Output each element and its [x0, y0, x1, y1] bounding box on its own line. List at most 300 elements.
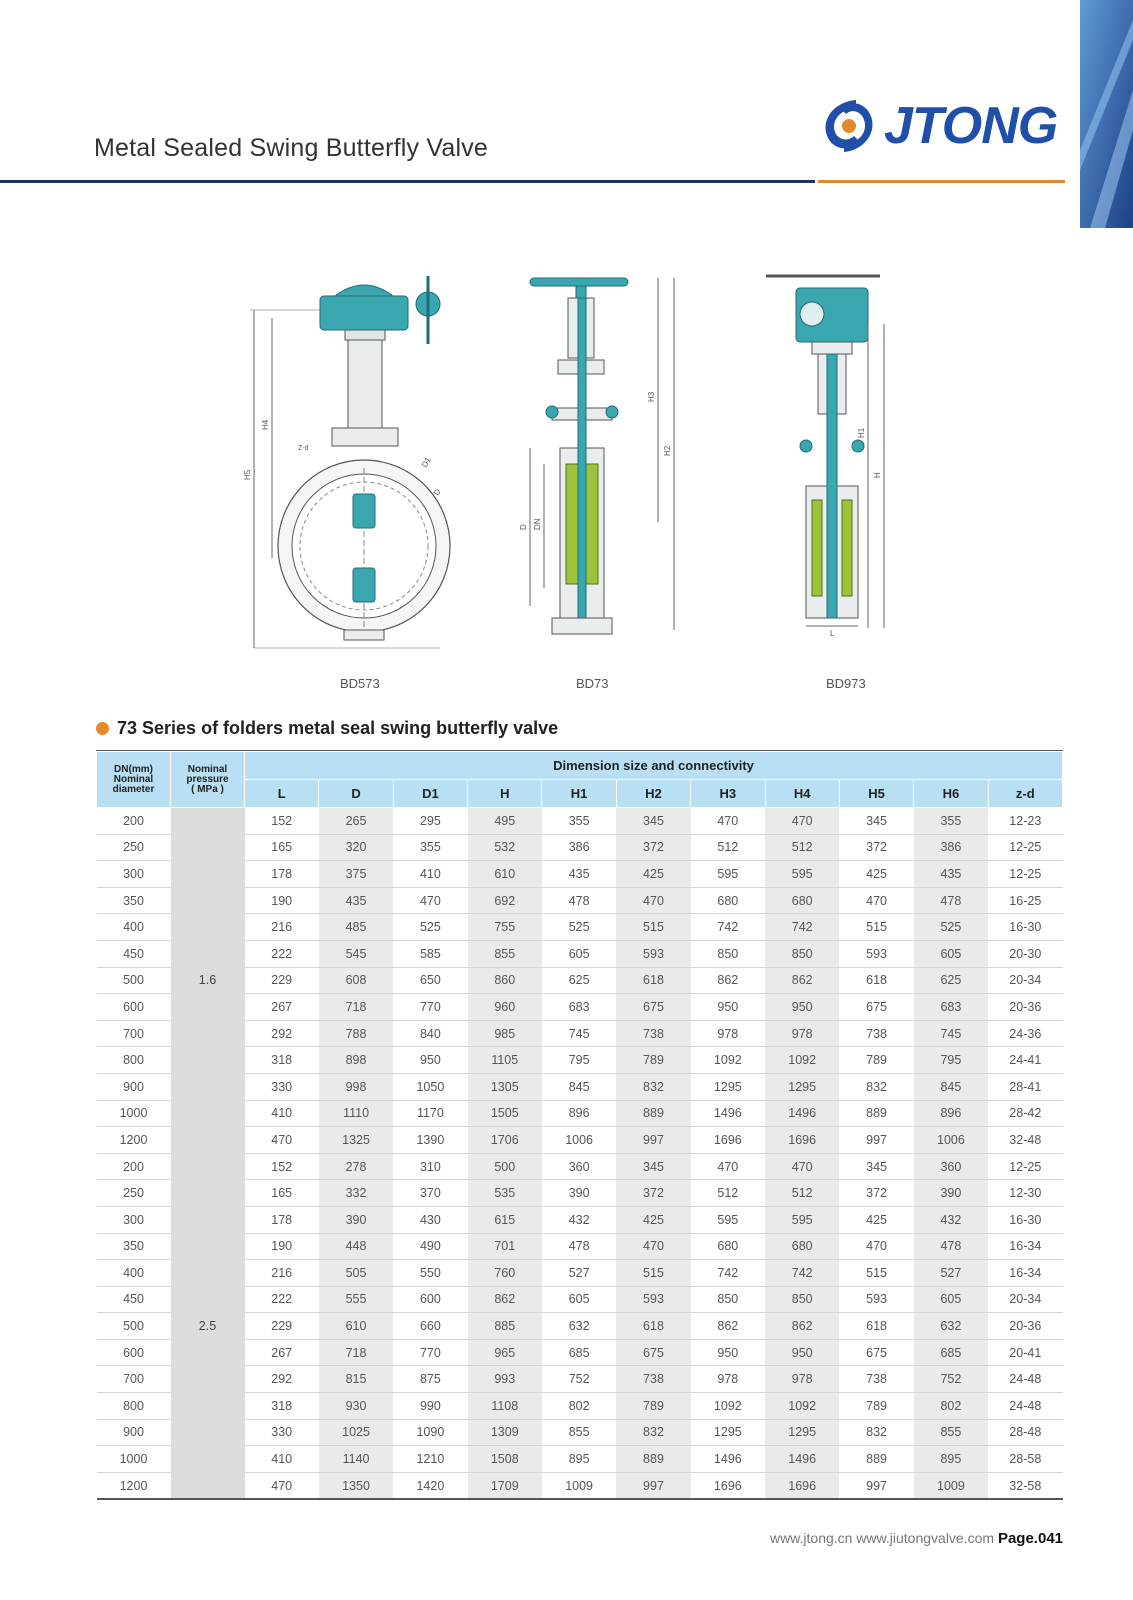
cell-h6: 895	[914, 1446, 988, 1473]
cell-dn: 800	[97, 1393, 171, 1420]
cell-z-d: 16-30	[988, 1206, 1062, 1233]
cell-h1: 478	[542, 1233, 616, 1260]
caption-bd573: BD573	[340, 676, 380, 691]
cell-h2: 593	[616, 1286, 690, 1313]
column-header-h1: H1	[542, 780, 616, 808]
cell-h5: 515	[839, 914, 913, 941]
cell-d1: 990	[393, 1393, 467, 1420]
cell-z-d: 16-30	[988, 914, 1062, 941]
cell-h4: 1496	[765, 1100, 839, 1127]
cell-h2: 832	[616, 1419, 690, 1446]
cell-z-d: 16-25	[988, 887, 1062, 914]
cell-dn: 500	[97, 1313, 171, 1340]
cell-h4: 742	[765, 914, 839, 941]
cell-l: 410	[245, 1100, 319, 1127]
cell-h6: 390	[914, 1180, 988, 1207]
cell-d: 390	[319, 1206, 393, 1233]
cell-h6: 360	[914, 1153, 988, 1180]
cell-h4: 680	[765, 1233, 839, 1260]
cell-pressure: 2.5	[171, 1153, 245, 1499]
table-row	[97, 1153, 1063, 1180]
cell-h1: 390	[542, 1180, 616, 1207]
cell-h6: 605	[914, 1286, 988, 1313]
cell-h6: 625	[914, 967, 988, 994]
cell-d1: 585	[393, 940, 467, 967]
cell-h2: 372	[616, 1180, 690, 1207]
cell-h5: 593	[839, 940, 913, 967]
cell-h3: 862	[691, 1313, 765, 1340]
cell-d1: 470	[393, 887, 467, 914]
cell-h: 701	[468, 1233, 542, 1260]
cell-d: 505	[319, 1260, 393, 1287]
cell-h2: 997	[616, 1472, 690, 1499]
cell-d: 898	[319, 1047, 393, 1074]
cell-h: 615	[468, 1206, 542, 1233]
cell-h3: 1092	[691, 1047, 765, 1074]
header-pressure: Nominal pressure ( MPa )	[171, 752, 245, 808]
cell-h2: 789	[616, 1393, 690, 1420]
cell-dn: 700	[97, 1366, 171, 1393]
cell-z-d: 24-41	[988, 1047, 1062, 1074]
cell-d: 435	[319, 887, 393, 914]
cell-h4: 1496	[765, 1446, 839, 1473]
cell-l: 216	[245, 914, 319, 941]
cell-h5: 789	[839, 1393, 913, 1420]
cell-l: 318	[245, 1393, 319, 1420]
bullet-dot-icon	[96, 722, 109, 735]
cell-h5: 345	[839, 808, 913, 835]
cell-h4: 742	[765, 1260, 839, 1287]
cell-d1: 550	[393, 1260, 467, 1287]
cell-h5: 738	[839, 1366, 913, 1393]
cell-d: 320	[319, 834, 393, 861]
cell-h: 760	[468, 1260, 542, 1287]
cell-d1: 770	[393, 1339, 467, 1366]
cell-d1: 770	[393, 994, 467, 1021]
cell-h2: 832	[616, 1073, 690, 1100]
cell-d1: 310	[393, 1153, 467, 1180]
cell-h1: 525	[542, 914, 616, 941]
cell-h1: 355	[542, 808, 616, 835]
cell-d1: 875	[393, 1366, 467, 1393]
spec-table	[96, 751, 1063, 1500]
cell-h3: 1295	[691, 1419, 765, 1446]
column-header-h3: H3	[691, 780, 765, 808]
cell-d: 448	[319, 1233, 393, 1260]
column-header-h: H	[468, 780, 542, 808]
cell-h6: 1006	[914, 1127, 988, 1154]
title-rule	[0, 180, 815, 183]
cell-h: 1108	[468, 1393, 542, 1420]
footer-urls[interactable]: www.jtong.cn www.jiutongvalve.com	[769, 1530, 995, 1546]
cell-h3: 595	[691, 861, 765, 888]
cell-h5: 889	[839, 1446, 913, 1473]
header-group: Dimension size and connectivity	[245, 752, 1063, 780]
cell-l: 165	[245, 834, 319, 861]
cell-l: 267	[245, 1339, 319, 1366]
cell-h6: 605	[914, 940, 988, 967]
cell-z-d: 20-34	[988, 1286, 1062, 1313]
caption-bd73: BD73	[576, 676, 609, 691]
cell-h1: 360	[542, 1153, 616, 1180]
cell-h2: 470	[616, 1233, 690, 1260]
cell-h1: 683	[542, 994, 616, 1021]
cell-d1: 840	[393, 1020, 467, 1047]
cell-h3: 1696	[691, 1127, 765, 1154]
cell-dn: 700	[97, 1020, 171, 1047]
valve-drawings-svg	[240, 268, 920, 688]
cell-dn: 400	[97, 1260, 171, 1287]
cell-h5: 889	[839, 1100, 913, 1127]
cell-z-d: 32-58	[988, 1472, 1062, 1499]
cell-dn: 800	[97, 1047, 171, 1074]
cell-d: 998	[319, 1073, 393, 1100]
cell-h5: 618	[839, 1313, 913, 1340]
cell-h3: 950	[691, 994, 765, 1021]
cell-h1: 432	[542, 1206, 616, 1233]
cell-h: 1309	[468, 1419, 542, 1446]
cell-l: 470	[245, 1472, 319, 1499]
cell-h4: 862	[765, 967, 839, 994]
bd73-drawing	[519, 278, 674, 634]
cell-h6: 355	[914, 808, 988, 835]
cell-h3: 950	[691, 1339, 765, 1366]
cell-h3: 512	[691, 834, 765, 861]
cell-d1: 525	[393, 914, 467, 941]
cell-h5: 832	[839, 1419, 913, 1446]
cell-h4: 978	[765, 1020, 839, 1047]
footer	[770, 1530, 1063, 1547]
cell-h5: 675	[839, 1339, 913, 1366]
cell-h2: 470	[616, 887, 690, 914]
table-row	[97, 808, 1063, 835]
cell-h6: 432	[914, 1206, 988, 1233]
cell-h1: 478	[542, 887, 616, 914]
cell-h: 960	[468, 994, 542, 1021]
cell-h6: 525	[914, 914, 988, 941]
cell-d1: 660	[393, 1313, 467, 1340]
cell-d: 1110	[319, 1100, 393, 1127]
cell-h2: 889	[616, 1446, 690, 1473]
bd973-drawing	[766, 276, 884, 638]
svg-text:DN: DN	[533, 518, 542, 530]
cell-h4: 862	[765, 1313, 839, 1340]
cell-z-d: 28-58	[988, 1446, 1062, 1473]
cell-h4: 680	[765, 887, 839, 914]
cell-dn: 200	[97, 808, 171, 835]
cell-dn: 250	[97, 1180, 171, 1207]
cell-d1: 1170	[393, 1100, 467, 1127]
column-header-h2: H2	[616, 780, 690, 808]
logo-rule	[818, 180, 1065, 183]
cell-h1: 435	[542, 861, 616, 888]
cell-l: 410	[245, 1446, 319, 1473]
cell-h5: 593	[839, 1286, 913, 1313]
cell-h: 1305	[468, 1073, 542, 1100]
cell-z-d: 24-48	[988, 1366, 1062, 1393]
cell-h: 495	[468, 808, 542, 835]
cell-dn: 300	[97, 861, 171, 888]
cell-h2: 789	[616, 1047, 690, 1074]
cell-dn: 1000	[97, 1446, 171, 1473]
cell-d: 545	[319, 940, 393, 967]
cell-h6: 632	[914, 1313, 988, 1340]
cell-pressure: 1.6	[171, 808, 245, 1154]
cell-d1: 1390	[393, 1127, 467, 1154]
cell-dn: 200	[97, 1153, 171, 1180]
cell-d: 1350	[319, 1472, 393, 1499]
cell-z-d: 28-48	[988, 1419, 1062, 1446]
cell-h: 610	[468, 861, 542, 888]
cell-h4: 978	[765, 1366, 839, 1393]
cell-d1: 410	[393, 861, 467, 888]
cell-h3: 680	[691, 1233, 765, 1260]
cell-h2: 593	[616, 940, 690, 967]
svg-text:H3: H3	[647, 391, 656, 402]
cell-h1: 625	[542, 967, 616, 994]
cell-d1: 1210	[393, 1446, 467, 1473]
svg-text:L: L	[830, 629, 835, 638]
cell-h6: 527	[914, 1260, 988, 1287]
cell-h3: 1092	[691, 1393, 765, 1420]
cell-z-d: 12-25	[988, 834, 1062, 861]
cell-d: 265	[319, 808, 393, 835]
bd573-drawing	[243, 276, 450, 648]
cell-l: 470	[245, 1127, 319, 1154]
cell-d1: 650	[393, 967, 467, 994]
cell-h5: 515	[839, 1260, 913, 1287]
cell-dn: 900	[97, 1073, 171, 1100]
brand-name: JTONG	[884, 97, 1058, 155]
cell-h4: 470	[765, 1153, 839, 1180]
cell-d: 718	[319, 1339, 393, 1366]
brand-logo	[816, 94, 1057, 158]
header-dn: DN(mm) Nominal diameter	[97, 752, 171, 808]
cell-l: 152	[245, 1153, 319, 1180]
cell-h4: 512	[765, 834, 839, 861]
cell-d: 1140	[319, 1446, 393, 1473]
svg-text:H: H	[873, 472, 882, 478]
cell-d: 815	[319, 1366, 393, 1393]
cell-d: 555	[319, 1286, 393, 1313]
cell-h6: 802	[914, 1393, 988, 1420]
cell-l: 165	[245, 1180, 319, 1207]
cell-z-d: 20-36	[988, 994, 1062, 1021]
cell-d: 1325	[319, 1127, 393, 1154]
cell-h3: 978	[691, 1366, 765, 1393]
cell-h3: 742	[691, 1260, 765, 1287]
column-header-h4: H4	[765, 780, 839, 808]
cell-d: 788	[319, 1020, 393, 1047]
cell-h3: 470	[691, 1153, 765, 1180]
corner-decoration	[1080, 0, 1133, 228]
cell-h6: 795	[914, 1047, 988, 1074]
cell-h1: 527	[542, 1260, 616, 1287]
cell-h1: 795	[542, 1047, 616, 1074]
cell-z-d: 24-48	[988, 1393, 1062, 1420]
column-header-h6: H6	[914, 780, 988, 808]
cell-l: 330	[245, 1073, 319, 1100]
svg-text:Z-d: Z-d	[298, 445, 309, 452]
cell-h2: 889	[616, 1100, 690, 1127]
cell-dn: 450	[97, 1286, 171, 1313]
cell-l: 178	[245, 1206, 319, 1233]
cell-h5: 997	[839, 1472, 913, 1499]
cell-h2: 372	[616, 834, 690, 861]
cell-dn: 400	[97, 914, 171, 941]
cell-h6: 845	[914, 1073, 988, 1100]
cell-h3: 850	[691, 1286, 765, 1313]
cell-dn: 900	[97, 1419, 171, 1446]
cell-d1: 430	[393, 1206, 467, 1233]
page-title: Metal Sealed Swing Butterfly Valve	[94, 134, 489, 162]
cell-h4: 850	[765, 1286, 839, 1313]
cell-z-d: 28-41	[988, 1073, 1062, 1100]
cell-h: 1105	[468, 1047, 542, 1074]
cell-h5: 372	[839, 834, 913, 861]
cell-h2: 618	[616, 1313, 690, 1340]
cell-h2: 675	[616, 1339, 690, 1366]
cell-h: 1709	[468, 1472, 542, 1499]
section-title	[96, 718, 558, 739]
cell-h6: 752	[914, 1366, 988, 1393]
cell-z-d: 28-42	[988, 1100, 1062, 1127]
cell-l: 222	[245, 1286, 319, 1313]
cell-z-d: 24-36	[988, 1020, 1062, 1047]
cell-h4: 1092	[765, 1393, 839, 1420]
cell-h1: 855	[542, 1419, 616, 1446]
cell-h3: 1496	[691, 1446, 765, 1473]
cell-h2: 345	[616, 808, 690, 835]
cell-h6: 896	[914, 1100, 988, 1127]
cell-dn: 300	[97, 1206, 171, 1233]
column-header-d: D	[319, 780, 393, 808]
cell-h4: 470	[765, 808, 839, 835]
cell-h6: 745	[914, 1020, 988, 1047]
cell-h4: 1696	[765, 1472, 839, 1499]
cell-h: 1706	[468, 1127, 542, 1154]
cell-h2: 425	[616, 861, 690, 888]
cell-h1: 745	[542, 1020, 616, 1047]
cell-l: 222	[245, 940, 319, 967]
cell-h5: 789	[839, 1047, 913, 1074]
cell-h6: 435	[914, 861, 988, 888]
cell-h1: 605	[542, 940, 616, 967]
cell-d: 610	[319, 1313, 393, 1340]
cell-h5: 738	[839, 1020, 913, 1047]
cell-h4: 950	[765, 1339, 839, 1366]
cell-z-d: 20-36	[988, 1313, 1062, 1340]
cell-h4: 1696	[765, 1127, 839, 1154]
cell-l: 229	[245, 967, 319, 994]
cell-h5: 470	[839, 1233, 913, 1260]
cell-h3: 1496	[691, 1100, 765, 1127]
cell-d1: 1090	[393, 1419, 467, 1446]
cell-h4: 595	[765, 861, 839, 888]
section-title-text: 73 Series of folders metal seal swing butterfly valve	[117, 718, 559, 738]
cell-h6: 1009	[914, 1472, 988, 1499]
cell-h: 860	[468, 967, 542, 994]
cell-h4: 950	[765, 994, 839, 1021]
cell-d1: 490	[393, 1233, 467, 1260]
cell-h1: 386	[542, 834, 616, 861]
cell-d1: 1050	[393, 1073, 467, 1100]
cell-d1: 295	[393, 808, 467, 835]
cell-h1: 685	[542, 1339, 616, 1366]
cell-h5: 832	[839, 1073, 913, 1100]
cell-h4: 512	[765, 1180, 839, 1207]
cell-l: 229	[245, 1313, 319, 1340]
cell-l: 178	[245, 861, 319, 888]
cell-h: 985	[468, 1020, 542, 1047]
cell-l: 330	[245, 1419, 319, 1446]
cell-h1: 605	[542, 1286, 616, 1313]
cell-h: 692	[468, 887, 542, 914]
cell-dn: 250	[97, 834, 171, 861]
cell-d: 608	[319, 967, 393, 994]
cell-dn: 1200	[97, 1127, 171, 1154]
cell-l: 216	[245, 1260, 319, 1287]
valve-drawings	[240, 268, 920, 691]
cell-h6: 478	[914, 1233, 988, 1260]
cell-dn: 350	[97, 887, 171, 914]
cell-h: 1508	[468, 1446, 542, 1473]
column-header-z-d: z-d	[988, 780, 1062, 808]
cell-h: 855	[468, 940, 542, 967]
column-header-l: L	[245, 780, 319, 808]
column-header-d1: D1	[393, 780, 467, 808]
cell-h6: 685	[914, 1339, 988, 1366]
cell-l: 292	[245, 1020, 319, 1047]
cell-l: 267	[245, 994, 319, 1021]
cell-l: 190	[245, 887, 319, 914]
cell-h2: 515	[616, 1260, 690, 1287]
cell-h3: 1696	[691, 1472, 765, 1499]
cell-dn: 600	[97, 994, 171, 1021]
cell-h2: 738	[616, 1020, 690, 1047]
cell-h: 885	[468, 1313, 542, 1340]
cell-h1: 802	[542, 1393, 616, 1420]
cell-h3: 862	[691, 967, 765, 994]
cell-z-d: 16-34	[988, 1233, 1062, 1260]
page-number: Page.041	[997, 1530, 1063, 1547]
cell-h: 862	[468, 1286, 542, 1313]
cell-z-d: 12-25	[988, 1153, 1062, 1180]
cell-h: 500	[468, 1153, 542, 1180]
cell-h2: 345	[616, 1153, 690, 1180]
svg-text:H1: H1	[857, 427, 866, 438]
cell-h3: 1295	[691, 1073, 765, 1100]
cell-h5: 618	[839, 967, 913, 994]
cell-h4: 1295	[765, 1419, 839, 1446]
cell-h1: 1006	[542, 1127, 616, 1154]
cell-d: 278	[319, 1153, 393, 1180]
cell-d1: 370	[393, 1180, 467, 1207]
cell-dn: 350	[97, 1233, 171, 1260]
cell-h5: 425	[839, 1206, 913, 1233]
svg-text:H5: H5	[243, 469, 252, 480]
cell-h3: 680	[691, 887, 765, 914]
cell-h4: 595	[765, 1206, 839, 1233]
cell-d: 375	[319, 861, 393, 888]
cell-l: 292	[245, 1366, 319, 1393]
cell-h5: 997	[839, 1127, 913, 1154]
cell-dn: 1000	[97, 1100, 171, 1127]
cell-h3: 978	[691, 1020, 765, 1047]
cell-d1: 950	[393, 1047, 467, 1074]
cell-h6: 386	[914, 834, 988, 861]
cell-h5: 425	[839, 861, 913, 888]
